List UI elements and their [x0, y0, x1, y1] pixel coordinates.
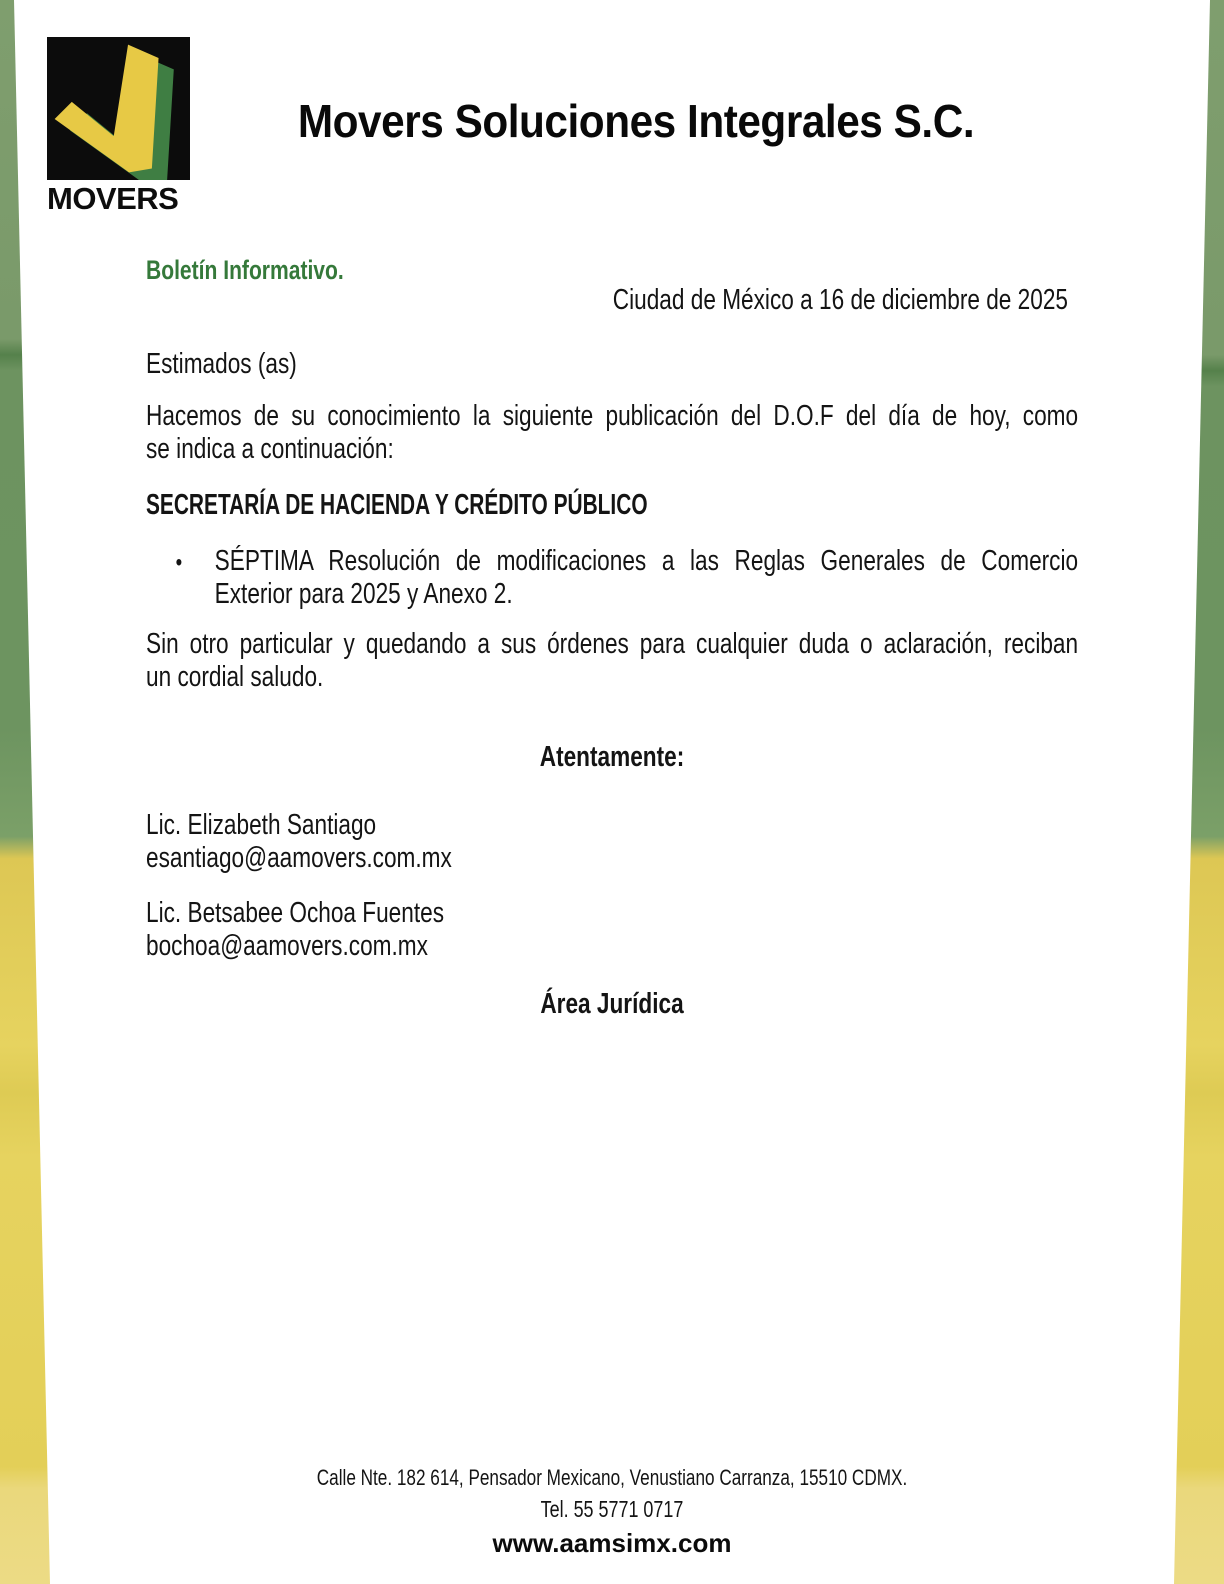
- signer-email: esantiago@aamovers.com.mx: [146, 842, 452, 874]
- signer-email: bochoa@aamovers.com.mx: [146, 930, 428, 962]
- closing-line-2: un cordial saludo.: [146, 661, 324, 693]
- bullet-icon: •: [175, 549, 183, 576]
- section-heading: SECRETARÍA DE HACIENDA Y CRÉDITO PÚBLICO: [146, 489, 648, 521]
- bullet-line-2: Exterior para 2025 y Anexo 2.: [214, 578, 513, 610]
- salutation: Estimados (as): [146, 348, 297, 380]
- department-title: Área Jurídica: [540, 988, 684, 1020]
- footer-address: Calle Nte. 182 614, Pensador Mexicano, Venustiano Carranza, 15510 CDMX.: [316, 1465, 908, 1490]
- bullet-line-1: SÉPTIMA Resolución de modificaciones a las Reglas Generales de Comercio: [214, 545, 1079, 577]
- intro-line-2: se indica a continuación:: [146, 433, 394, 465]
- footer-phone: Tel. 55 5771 0717: [540, 1496, 684, 1522]
- bulletin-label: Boletín Informativo.: [146, 255, 344, 285]
- signoff: Atentamente:: [539, 741, 685, 773]
- intro-paragraph: [146, 400, 1078, 466]
- bullet-item: [146, 545, 1078, 611]
- signature-block: [146, 897, 1078, 963]
- dateline: Ciudad de México a 16 de diciembre de 2025: [612, 284, 1068, 316]
- logo-wordmark: MOVERS: [47, 181, 179, 216]
- footer-website: www.aamsimx.com: [492, 1528, 732, 1558]
- signer-name: Lic. Betsabee Ochoa Fuentes: [146, 897, 445, 929]
- signature-block: [146, 809, 1078, 875]
- company-title: Movers Soluciones Integrales S.C.: [297, 95, 975, 147]
- intro-line-1: Hacemos de su conocimiento la siguiente publicación del D.O.F del día de hoy, como: [146, 400, 1079, 432]
- closing-paragraph: [146, 628, 1078, 694]
- closing-line-1: Sin otro particular y quedando a sus órdenes para cualquier duda o aclaración, reciban: [146, 628, 1079, 660]
- right-edge-ribbon: [1172, 0, 1224, 1584]
- signer-name: Lic. Elizabeth Santiago: [146, 809, 377, 841]
- left-edge-ribbon: [0, 0, 52, 1584]
